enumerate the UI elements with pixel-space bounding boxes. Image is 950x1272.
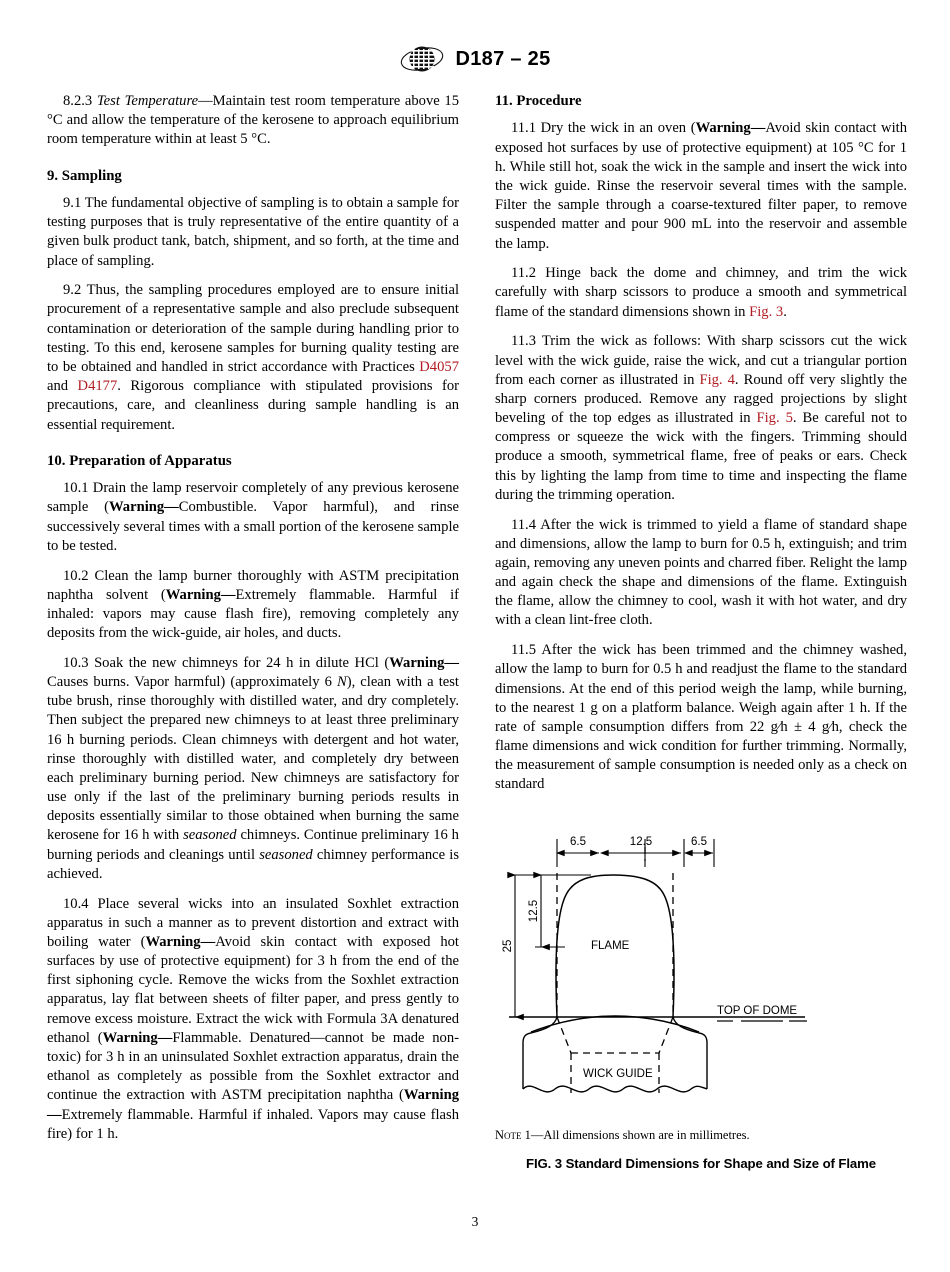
para-103-c: ), clean with a test tube brush, rinse thoroughly with distilled water, and dry completely. Then subject the prepared new chimneys to at least three preliminary 16 h burning periods. Clean chimneys with detergent and hot water, rinse thoroughly with distilled water, and completely dry between each preliminary burning period. New chimneys are satisfactory for use only if the last of the preliminary burning periods results in deposits essentially similar to those obtained when burning the same kerosene for 16 h with — [47, 673, 459, 844]
para-104-c: Flammable. Denatured—cannot be made non-toxic) for 3 h in an uninsulated Soxhlet extraction apparatus, drain the ethanol as completely as possible from the Soxhlet extractor and continue the extraction with ASTM precipitation naphtha ( — [47, 1029, 459, 1104]
standard-designation: D187 – 25 — [455, 47, 551, 70]
para-102-a: 10.2 Clean the lamp burner thoroughly with ASTM precipitation naphtha solvent ( — [47, 567, 459, 603]
paragraph-8-2-3 — [47, 92, 459, 150]
section-heading-9: 9. Sampling — [47, 167, 122, 184]
paragraph-11-3 — [495, 332, 907, 505]
para-101-a: 10.1 Drain the lamp reservoir completely of any previous kerosene sample ( — [47, 480, 459, 516]
paragraph-11-4: 11.4 After the wick is trimmed to yield a flame of standard shape and dimensions, allow the lamp to burn for 0.5 h, extinguish; and trim again, removing any uneven points and charred fiber. Relight the lamp and again check the shape and dimensions of the flame. Extinguish the flame, allow the chimney to cool, wash it with hot water, and dry with a clean lint-free cloth. — [495, 516, 907, 629]
warning-label-111: Warning— — [695, 120, 766, 137]
warning-label-104-3: Warning— — [47, 1087, 459, 1123]
seasoned-emphasis-2: seasoned — [259, 846, 313, 863]
warning-label-101: Warning— — [109, 499, 179, 516]
dimension-left-top: 6.5 — [570, 835, 586, 848]
paragraph-11-5: 11.5 After the wick has been trimmed and the chimney washed, allow the lamp to burn for 0.5 h and readjust the flame to the standard dimensions. At the end of this period weigh the lamp, while burning, to the nearest 1 g on a platform balance. Weigh again after 1 h. If the rate of sample consumption differs from 22 g⁄h ± 4 g⁄h, check the flame dimensions and wick condition for further trimming. Normally, the measurement of sample consumption is needed only as a check on standard — [495, 642, 907, 793]
xref-d4177[interactable]: D4177 — [77, 378, 118, 395]
para-103-d: chimneys. Continue preliminary 16 h burning periods and cleanings until — [47, 827, 459, 863]
body-columns — [47, 92, 907, 1202]
para-104-b: Avoid skin contact with exposed hot surfaces by use of protective equipment) for 3 h from the end of the first siphoning cycle. Remove the wicks from the Soxhlet extraction apparatus, lay flat between sheets of filter paper, and press gently to remove excess moisture. Extract the wick with Formula 3A denatured ethanol ( — [47, 933, 459, 1046]
para-text-823: Maintain test room temperature above 15 °C and allow the temperature of the kerosene to approach equilibrium room temperature within at least 5 °C. — [47, 93, 459, 148]
figure-caption: FIG. 3 Standard Dimensions for Shape and Size of Flame — [526, 1155, 876, 1171]
figure-note — [495, 1128, 907, 1144]
normality-symbol: N — [336, 673, 347, 690]
dimension-center-top: 12.5 — [629, 835, 653, 848]
para-104-d: Extremely flammable. Harmful if inhaled. Vapors may cause flash fire) for 1 h. — [47, 1106, 459, 1142]
warning-label-103: Warning— — [389, 654, 459, 671]
para-111-a: 11.1 Dry the wick in an oven ( — [511, 120, 696, 137]
paragraph-10-1 — [47, 479, 459, 556]
warning-label-104-2: Warning— — [102, 1029, 173, 1046]
para-103-e: chimney performance is achieved. — [47, 846, 459, 882]
em-dash-823: — — [198, 93, 213, 109]
paragraph-11-1 — [495, 119, 907, 253]
para-113-a: 11.3 Trim the wick as follows: With sharp scissors cut the wick level with the wick guide, raise the wick, and cut a triangular portion from each corner as illustrated in — [495, 333, 907, 388]
page-number: 3 — [471, 1214, 479, 1229]
figure-3-block — [495, 821, 907, 1171]
para-113-b: . Round off very slightly the sharp corners produced. Remove any ragged projections by slight beveling of the top edges as illustrated in — [495, 371, 907, 427]
xref-fig-4[interactable]: Fig. 4 — [699, 371, 735, 388]
paragraph-9-2 — [47, 281, 459, 435]
figure-label-wick-guide: WICK GUIDE — [583, 1067, 653, 1080]
figure-note-text: All dimensions shown are in millimetres. — [543, 1127, 750, 1142]
para-102-b: Extremely flammable. Harmful if inhaled: vapors may cause flash fire), removing completely any deposits from the wick-guide, air holes, and ducts. — [47, 586, 459, 642]
para-number-823: 8.2.3 — [63, 93, 93, 109]
warning-label-102: Warning— — [165, 586, 236, 603]
figure-3-artwork — [495, 821, 907, 1121]
figure-label-top-of-dome: TOP OF DOME — [717, 1004, 798, 1017]
xref-fig-3[interactable]: Fig. 3 — [749, 303, 784, 320]
xref-fig-5[interactable]: Fig. 5 — [756, 410, 793, 427]
warning-label-104-1: Warning— — [145, 933, 216, 950]
seasoned-emphasis-1: seasoned — [183, 827, 237, 844]
page-header — [0, 44, 950, 74]
para-101-b: Combustible. Vapor harmful), and rinse successively several times with a small portion of the kerosene sample to be tested. — [47, 499, 459, 554]
astm-logo-icon — [400, 44, 444, 74]
para-92-text-a: 9.2 Thus, the sampling procedures employed are to ensure initial procurement of a representative sample and also preclude subsequent contamination or deterioration of the sample during handling prior to testing. To this end, kerosene samples for burning quality testing are to be obtained and handled in strict accordance with Practices — [47, 282, 459, 376]
dimension-vertical-total: 25 — [502, 939, 514, 953]
figure-label-flame: FLAME — [591, 939, 630, 952]
para-113-c: . Be careful not to compress or squeeze the wick with the fingers. Trimming should produce a smooth, symmetrical flame, free of peaks or ears. Check this by lighting the lamp from time to time and inspecting the flame during the trimming operation. — [495, 410, 908, 503]
dimension-vertical-inner: 12.5 — [528, 899, 540, 922]
dimension-right-top: 6.5 — [691, 835, 707, 848]
paragraph-10-2 — [47, 567, 459, 644]
right-column — [495, 92, 907, 1202]
para-title-test-temperature: Test Temperature — [96, 93, 199, 109]
section-heading-11: 11. Procedure — [495, 93, 582, 109]
para-112-a: 11.2 Hinge back the dome and chimney, and trim the wick carefully with sharp scissors to produce a smooth and symmetrical flame of the standard dimensions shown in — [495, 265, 907, 320]
paragraph-11-2 — [495, 264, 907, 322]
para-103-a: 10.3 Soak the new chimneys for 24 h in dilute HCl ( — [63, 654, 390, 671]
para-92-text-b: . Rigorous compliance with stipulated provisions for precautions, care, and cleanliness during sample handling is an essential requirement. — [47, 378, 459, 433]
paragraph-10-3 — [47, 654, 459, 884]
para-111-b: Avoid skin contact with exposed hot surfaces by use of protective equipment) at 105 °C for 1 h. While still hot, soak the wick in the sample and insert the wick into the wick guide. Rinse the reservoir several times with the sample. Filter the sample through a coarse-textured filter paper, to remove suspended matter and pour 900 mL into the reservoir and assemble the lamp. — [495, 120, 907, 252]
paragraph-9-1: 9.1 The fundamental objective of sampling is to obtain a sample for testing purposes that is truly representative of the entire quantity of a given bulk product tank, batch, shipment, and so forth, at the time and place of sampling. — [47, 195, 459, 269]
xref-d4057[interactable]: D4057 — [419, 359, 459, 376]
figure-note-number: 1— — [521, 1127, 544, 1142]
para-103-b: Causes burns. Vapor harmful) (approximately 6 — [47, 673, 337, 690]
para-104-a: 10.4 Place several wicks into an insulated Soxhlet extraction apparatus in such a manner as to prevent distortion and extract with boiling water ( — [47, 895, 459, 950]
para-112-b: . — [783, 303, 787, 320]
section-heading-10: 10. Preparation of Apparatus — [47, 452, 232, 469]
para-92-mid: and — [47, 378, 78, 395]
figure-note-label: Note — [495, 1127, 522, 1142]
left-column — [47, 92, 459, 1202]
paragraph-10-4 — [47, 895, 459, 1144]
